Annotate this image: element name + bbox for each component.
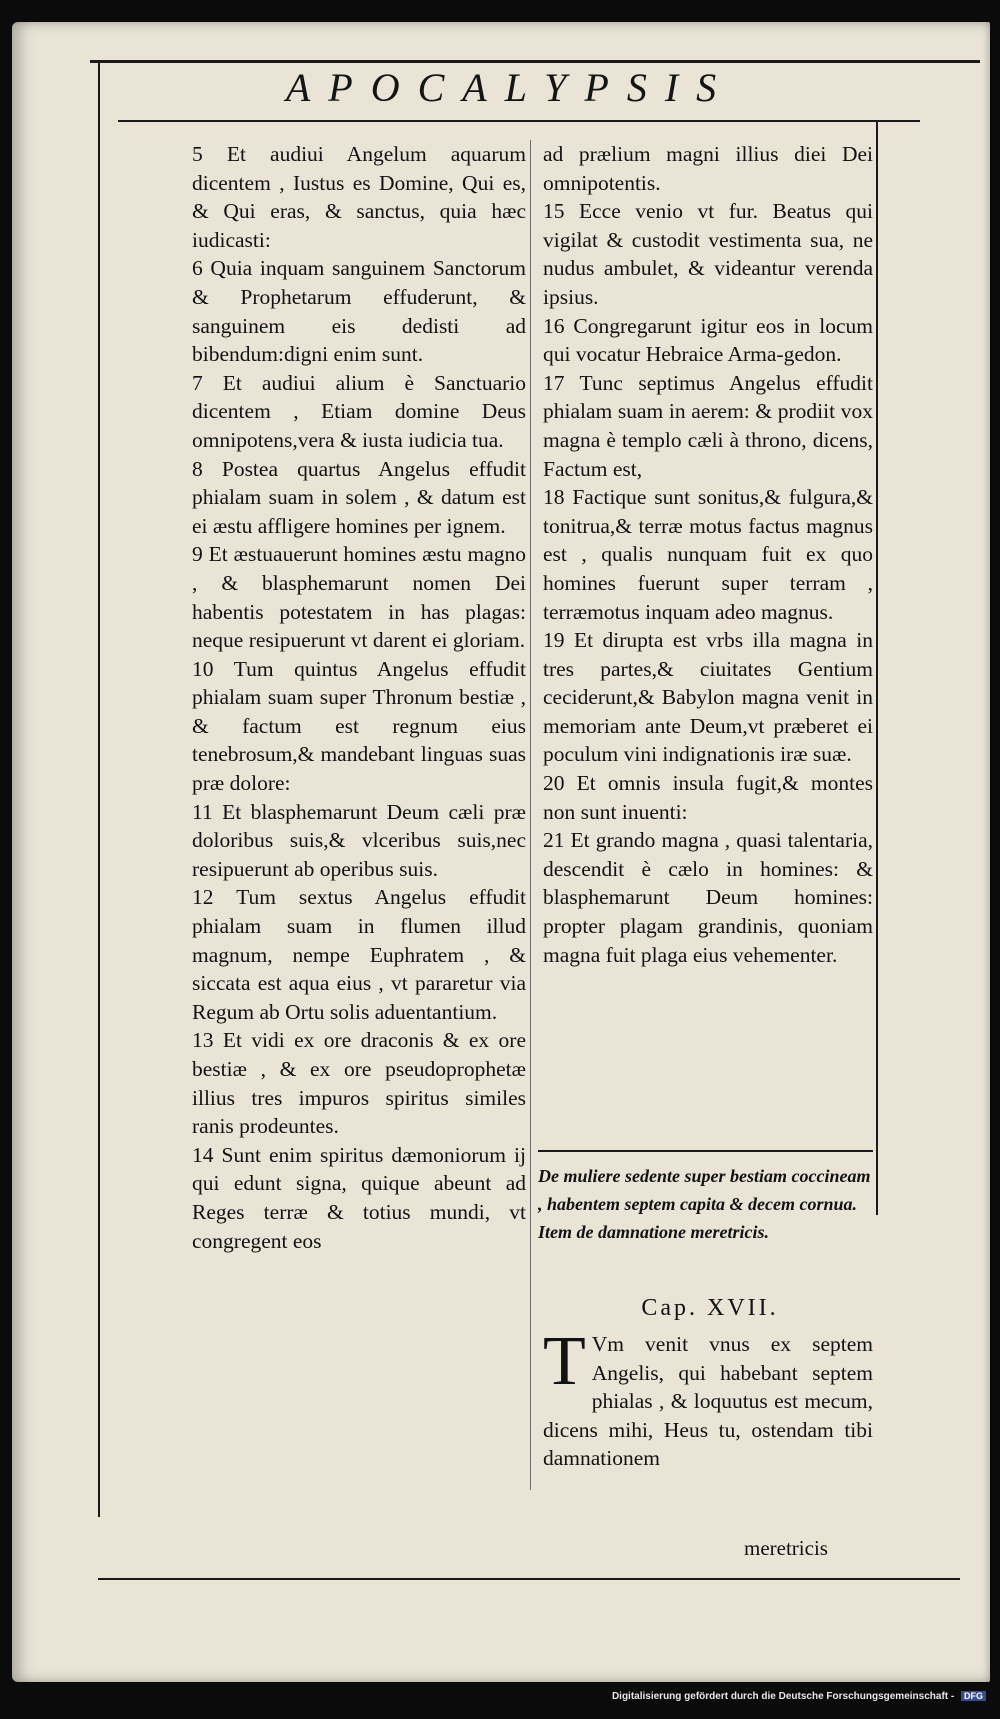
verse: 16 Congregarunt igitur eos in locum qui vocatur Hebraice Arma-gedon.: [543, 313, 873, 367]
footer-text: Digitalisierung gefördert durch die Deutsche Forschungsgemeinschaft -: [611, 1691, 955, 1702]
chapter-heading: Cap. XVII.: [641, 1295, 779, 1321]
right-text-column: [543, 140, 873, 969]
verse: 7 Et audiui alium è Sanctuario dicentem , Etiam domine Deus omnipotens,vera & iusta iudicia tua.: [192, 370, 526, 452]
bottom-rule: [98, 1578, 960, 1580]
chapter-summary: De muliere sedente super bestiam coccineam , habentem septem capita & decem cornua. Item de damnatione meretricis.: [538, 1150, 873, 1246]
chapter-opening-paragraph: [543, 1323, 873, 1473]
verse: 5 Et audiui Angelum aquarum dicentem , Iustus es Domine, Qui es, & Qui eras, & sanctus, quia hæc iudicasti:: [192, 142, 526, 252]
verse: 6 Quia inquam sanguinem Sanctorum & Prophetarum effuderunt, & sanguinem eis dedisti ad bibendum:digni enim sunt.: [192, 256, 526, 367]
verse: 9 Et æstuauerunt homines æstu magno , & blasphemarunt nomen Dei habentis potestatem in has plagas: neque resipuerunt vt darent ei gloriam.: [192, 542, 526, 653]
running-header: APOCALYPSIS: [285, 65, 735, 110]
verse: 17 Tunc septimus Angelus effudit phialam suam in aerem: & prodiit vox magna è templo cæli à throno, dicens, Factum est,: [543, 370, 873, 481]
catchword: meretricis: [744, 1536, 828, 1560]
verse: 10 Tum quintus Angelus effudit phialam suam super Thronum bestiæ , & factum est regnum eius tenebrosum,& mandebant linguas suas præ dolore:: [192, 656, 526, 796]
verse: 18 Factique sunt sonitus,& fulgura,& tonitrua,& terræ motus factus magnus est , qualis nunquam fuit ex quo homines fuerunt super terram , terræmotus inquam adeo magnus.: [543, 485, 873, 624]
verse: 11 Et blasphemarunt Deum cæli præ doloribus suis,& vlceribus suis,nec resipuerunt ab operibus suis.: [192, 799, 526, 881]
top-rule: [90, 60, 980, 63]
verse: 13 Et vidi ex ore draconis & ex ore bestiæ , & ex ore pseudoprophetæ illius tres impuros spiritus similes ranis prodeuntes.: [192, 1028, 526, 1139]
verse: 20 Et omnis insula fugit,& montes non sunt inuenti:: [543, 771, 873, 824]
digitization-footer: [612, 1691, 986, 1702]
verse: ad prælium magni illius diei Dei omnipotentis.: [543, 142, 873, 195]
verse: 19 Et dirupta est vrbs illa magna in tres partes,& ciuitates Gentium ceciderunt,& Babylon magna venit in memoriam ante Deum,vt præberet ei poculum vini indignationis iræ suæ.: [543, 628, 873, 767]
column-separator: [530, 140, 531, 1490]
header-rule: [118, 120, 920, 122]
verse: 12 Tum sextus Angelus effudit phialam suam in flumen illud magnum, nempe Euphratem , & siccata est aqua eius , vt pararetur via Regum ab Ortu solis aduentantium.: [192, 885, 526, 1024]
verse: 15 Ecce venio vt fur. Beatus qui vigilat & custodit vestimenta sua, ne nudus ambulet, & videantur verenda ipsius.: [543, 199, 873, 309]
left-text-column: [192, 140, 526, 1255]
left-border-line: [98, 62, 100, 1517]
dfg-logo: DFG: [961, 1691, 986, 1701]
right-border-line: [876, 120, 878, 1215]
verse: 8 Postea quartus Angelus effudit phialam suam in solem , & datum est ei æstu affligere homines per ignem.: [192, 456, 526, 538]
verse: 14 Sunt enim spiritus dæmoniorum ij qui edunt signa, quique abeunt ad Reges terræ & totius mundi, vt congregent eos: [192, 1142, 526, 1253]
drop-cap: T: [543, 1323, 586, 1400]
chapter-opening-text: Vm venit vnus ex septem Angelis, qui habebant septem phialas , & loquutus est mecum, dicens mihi, Heus tu, ostendam tibi damnationem: [543, 1332, 873, 1471]
verse: 21 Et grando magna , quasi talentaria, descendit è cælo in homines: & blasphemarunt Deum homines: propter plagam grandinis, quoniam magna fuit plaga eius vehementer.: [543, 828, 873, 967]
